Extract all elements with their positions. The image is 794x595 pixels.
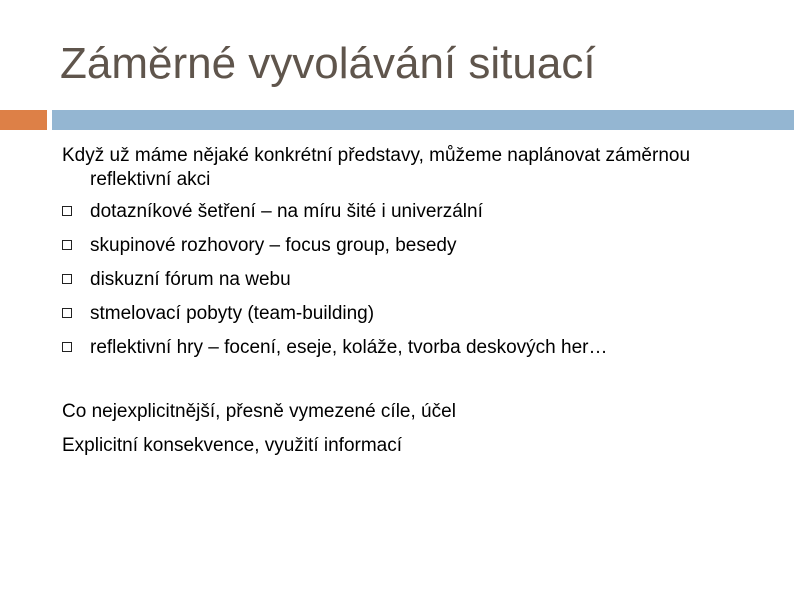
intro-paragraph: Když už máme nějaké konkrétní představy, můžeme naplánovat záměrnou reflektivní akci [62,145,691,190]
checkbox-icon [62,206,72,216]
list-item [62,234,762,258]
consequences-line: Explicitní konsekvence, využití informací [62,435,403,456]
checkbox-icon [62,308,72,318]
list-item [62,336,762,360]
list-item-text: reflektivní hry – focení, eseje, koláže, tvorba deskových her… [90,337,608,358]
list-item [62,200,762,224]
spacer [62,370,762,400]
list-item-text: dotazníkové šetření – na míru šité i univerzální [90,201,483,222]
list-item-text: skupinové rozhovory – focus group, besedy [90,235,457,256]
title-underline-bar [52,110,794,130]
checkbox-icon [62,274,72,284]
list-item-text: diskuzní fórum na webu [90,269,291,290]
checkbox-icon [62,342,72,352]
list-item-text: stmelovací pobyty (team-building) [90,303,375,324]
bullet-list [62,200,762,360]
slide-body [62,144,762,468]
checkbox-icon [62,240,72,250]
list-item [62,302,762,326]
goals-line: Co nejexplicitnější, přesně vymezené cíle, účel [62,401,456,422]
list-item [62,268,762,292]
accent-bar [0,110,47,130]
slide-title: Záměrné vyvolávání situací [60,39,596,88]
